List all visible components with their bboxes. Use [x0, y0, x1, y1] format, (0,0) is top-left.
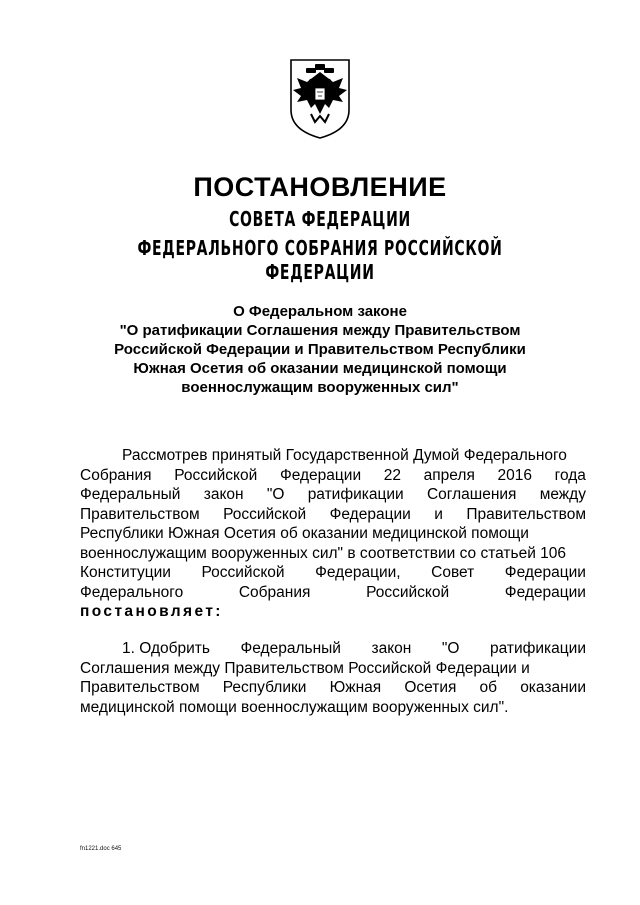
word: "О [266, 486, 285, 503]
word: Российской [366, 583, 450, 601]
word: Российской [174, 466, 258, 484]
word: Федерации [279, 466, 362, 484]
law-title-line: Южная Осетия об оказании медицинской помощи [133, 360, 507, 377]
word: Южная [329, 679, 382, 696]
text-line [80, 563, 586, 583]
word: Республики [222, 679, 307, 696]
file-reference: fn1221.doc 645 [80, 846, 122, 852]
word: Федерального [80, 583, 184, 601]
text-line [80, 505, 586, 525]
word: военнослужащим вооруженных сил" в соответствии со статьей 106 [80, 544, 567, 562]
law-title-line: О Федеральном законе [233, 303, 407, 320]
word: "О [441, 640, 460, 657]
decree-word: постановляет: [80, 603, 223, 620]
word: Правительством [80, 505, 200, 523]
coat-of-arms-icon [287, 58, 353, 140]
word: ратификации [307, 486, 404, 503]
word: Соглашения между Правительством Российской Федерации и [80, 659, 530, 677]
word: Федерации [504, 564, 586, 581]
text-line [80, 544, 586, 564]
word: 1. Одобрить [122, 640, 210, 657]
text-line [80, 678, 586, 698]
issuing-body-line1: СОВЕТА ФЕДЕРАЦИИ [229, 207, 411, 231]
word: Федеральный [80, 486, 181, 503]
text-line [80, 659, 586, 679]
word: между [539, 486, 586, 503]
word: 2016 [497, 466, 532, 484]
text-line [80, 446, 586, 466]
word: Соглашения [426, 486, 517, 503]
word: Федерации [329, 505, 411, 523]
word: года [554, 466, 586, 484]
word: Федерации, [315, 564, 401, 581]
word: Федеральный [240, 640, 341, 657]
word: апреля [423, 466, 475, 484]
word: закон [371, 640, 412, 657]
word: Правительством [466, 505, 586, 523]
text-line [80, 466, 586, 486]
word: Совет [431, 564, 475, 581]
text-line [80, 639, 586, 659]
preamble-paragraph [80, 446, 586, 622]
issuing-body-line2: ФЕДЕРАЛЬНОГО СОБРАНИЯ РОССИЙСКОЙ ФЕДЕРАЦИИ [137, 236, 503, 284]
word: ратификации [489, 640, 586, 657]
word: Федерации [504, 583, 586, 601]
word: Собрания [80, 466, 152, 484]
word: и [434, 505, 443, 523]
word: медицинской помощи военнослужащим вооруженных сил". [80, 698, 509, 716]
word: Российской [223, 505, 307, 523]
word: об [479, 679, 498, 696]
word: Республики Южная Осетия об оказании медицинской помощи [80, 525, 529, 542]
word: Собрания [238, 583, 311, 601]
document-type-title: ПОСТАНОВЛЕНИЕ [193, 172, 447, 202]
word: оказании [520, 679, 586, 696]
word: Российской [201, 564, 285, 581]
law-title [0, 302, 640, 397]
word: Осетия [404, 679, 457, 696]
text-line [80, 698, 586, 718]
word: 22 [383, 466, 402, 484]
text-line [80, 524, 586, 544]
law-title-line: "О ратификации Соглашения между Правительством [119, 322, 521, 339]
law-title-line: военнослужащим вооруженных сил" [181, 379, 459, 396]
text-line [80, 602, 586, 622]
word: Конституции [80, 564, 171, 581]
text-line [80, 485, 586, 505]
law-title-line: Российской Федерации и Правительством Республики [114, 341, 526, 358]
word: закон [203, 486, 244, 503]
decision-item-1 [80, 639, 586, 717]
text-line [80, 583, 586, 603]
word: Правительством [80, 679, 200, 696]
word: Рассмотрев принятый Государственной Думой Федерального [122, 447, 567, 464]
